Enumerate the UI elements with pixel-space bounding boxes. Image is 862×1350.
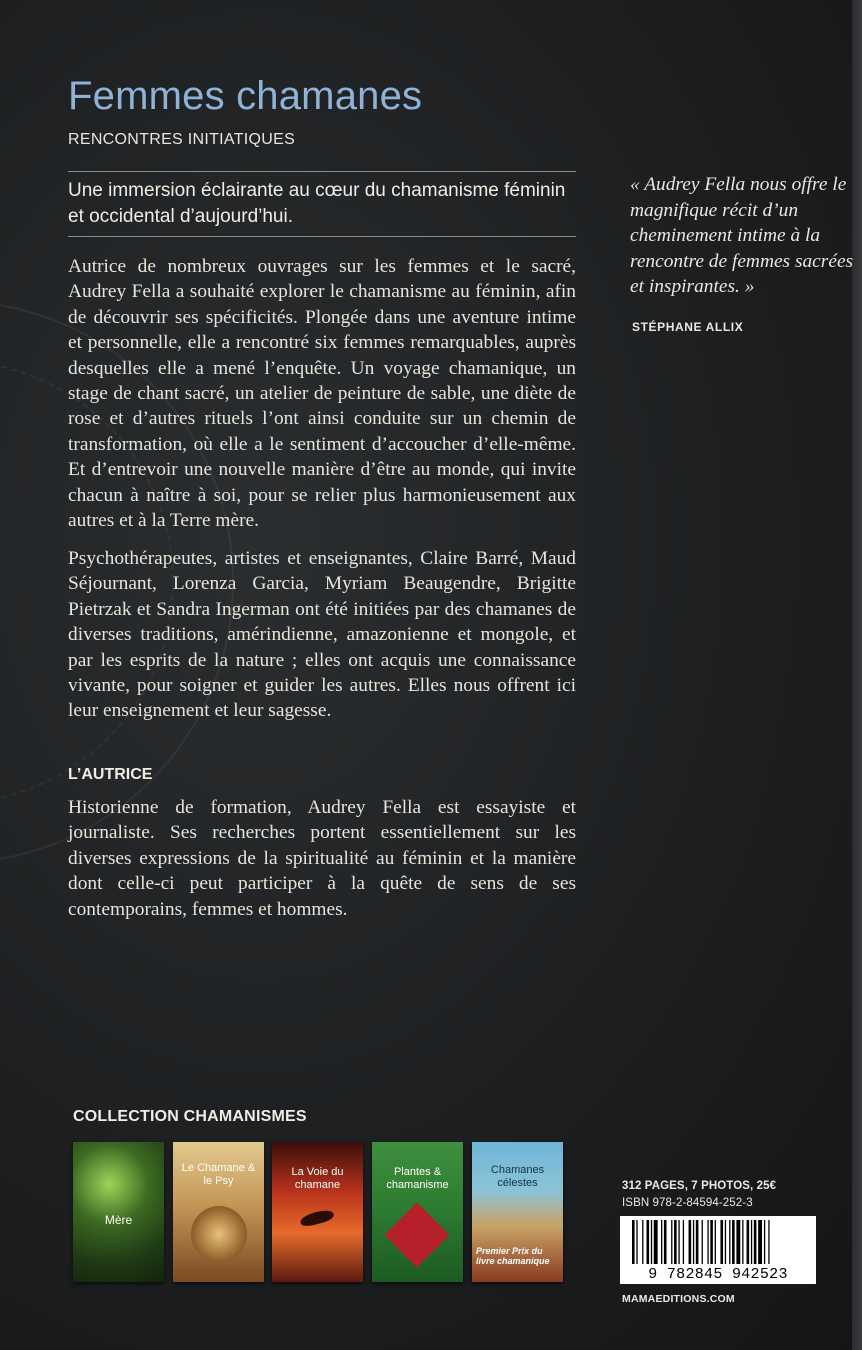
barcode-bar (725, 1220, 726, 1264)
publisher-website: MAMAEDITIONS.COM (622, 1293, 735, 1305)
barcode-bar (732, 1220, 735, 1264)
quote-author: STÉPHANE ALLIX (632, 320, 744, 334)
collection-book-voie-chamane (272, 1142, 363, 1282)
tagline: Une immersion éclairante au cœur du chamanisme féminin et occidental d’aujourd’hui. (68, 180, 566, 227)
barcode-bar (715, 1220, 716, 1264)
collection-heading: COLLECTION CHAMANISMES (73, 1108, 307, 1125)
barcode-bar (768, 1220, 769, 1264)
collection-book-mere (73, 1142, 164, 1282)
book-title-plantes: Plantes & chamanisme (386, 1166, 449, 1191)
divider-bottom (68, 236, 576, 237)
barcode-digits: 9 782845 942523 (648, 1266, 788, 1283)
collection-book-plantes (372, 1142, 463, 1282)
eagle-silhouette (299, 1208, 335, 1228)
book-subtitle: RENCONTRES INITIATIQUES (68, 131, 296, 148)
author-heading: L’AUTRICE (68, 766, 153, 783)
barcode-bar (671, 1220, 672, 1264)
barcode-bar (751, 1220, 752, 1264)
book-title-chamane-psy: Le Chamane & le Psy (181, 1162, 256, 1187)
description-paragraph-1: Autrice de nombreux ouvrages sur les femmes et le sacré, Audrey Fella a souhaité explorer le chamanisme au féminin, afin de découvrir ses spécificités. Plongée dans une aventure intime et personnelle, elle a rencontré six femmes remarquables, auprès desquelles elle a mené l’enquête. Un voyage chamanique, un stage de chant sacré, un atelier de peinture de sable, une diète de rose et d’autres rituels l’ont ainsi conduite sur un chemin de transformation, où elle a le sentiment d’accoucher d’elle-même. Et d’entrevoir une nouvelle manière d’être au monde, qui invite chacun à naître à soi, pour se relier plus harmonieusement aux autres et à la Terre mère. (68, 256, 576, 532)
barcode (620, 1216, 816, 1284)
barcode-bar (720, 1220, 723, 1264)
barcode-bar (747, 1220, 750, 1264)
barcode-bar (689, 1220, 692, 1264)
barcode-bar (736, 1220, 740, 1264)
book-title-chamanes-celestes: Chamanes célestes (490, 1164, 545, 1189)
drum-image (191, 1206, 247, 1262)
barcode-bar (696, 1220, 699, 1264)
book-title-mere: Mère (104, 1213, 133, 1227)
book-award-badge: Premier Prix du livre chamanique (476, 1246, 550, 1266)
book-title-voie-chamane: La Voie du chamane (291, 1166, 344, 1191)
barcode-bar (664, 1220, 667, 1264)
divider-top (68, 171, 576, 172)
barcode-bar (758, 1220, 762, 1264)
barcode-bar (636, 1220, 637, 1264)
barcode-bar (729, 1220, 730, 1264)
collection-book-chamane-psy (173, 1142, 264, 1282)
pages-info: 312 PAGES, 7 PHOTOS, 25€ (622, 1180, 777, 1192)
barcode-bar (632, 1220, 635, 1264)
barcode-bar (661, 1220, 662, 1264)
barcode-bar (754, 1220, 757, 1264)
barcode-bar (678, 1220, 679, 1264)
collection-book-chamanes-celestes (472, 1142, 563, 1282)
description-paragraph-2: Psychothérapeutes, artistes et enseignantes, Claire Barré, Maud Séjournant, Lorenza Garcia, Myriam Beaugendre, Brigitte Pietrzak et Sandra Ingerman ont été initiées par des chamanes de diverses traditions, amérindienne, amazonienne et mongole, et par les esprits de la nature ; elles ont acquis une connaissance vivante, pour soigner et guider les autres. Elles nous offrent ici leur enseignement et leur sagesse. (68, 548, 576, 722)
barcode-bar (742, 1220, 743, 1264)
barcode-bar (642, 1220, 643, 1264)
author-bio: Historienne de formation, Audrey Fella est essayiste et journaliste. Ses recherches portent essentiellement sur les diverses expressions de la spiritualité au féminin et la manière dont celle-ci peut participer à la quête de sens de ses contemporains, femmes et hommes. (68, 797, 576, 920)
barcode-bar (674, 1220, 677, 1264)
barcode-bar (654, 1220, 658, 1264)
barcode-bar (647, 1220, 650, 1264)
barcode-bar (710, 1220, 713, 1264)
barcode-bar (707, 1220, 708, 1264)
barcode-bar (764, 1220, 765, 1264)
endorsement-quote: « Audrey Fella nous offre le magnifique récit d’un cheminement intime à la rencontre de femmes sacrées et inspirantes. » (630, 174, 854, 297)
barcode-bar (651, 1220, 652, 1264)
barcode-bars (620, 1216, 816, 1266)
book-title: Femmes chamanes (68, 74, 423, 118)
barcode-bar (693, 1220, 694, 1264)
isbn: ISBN 978-2-84594-252-3 (622, 1197, 753, 1209)
barcode-bar (702, 1220, 703, 1264)
pattern-motif (384, 1202, 449, 1267)
barcode-bar (683, 1220, 684, 1264)
